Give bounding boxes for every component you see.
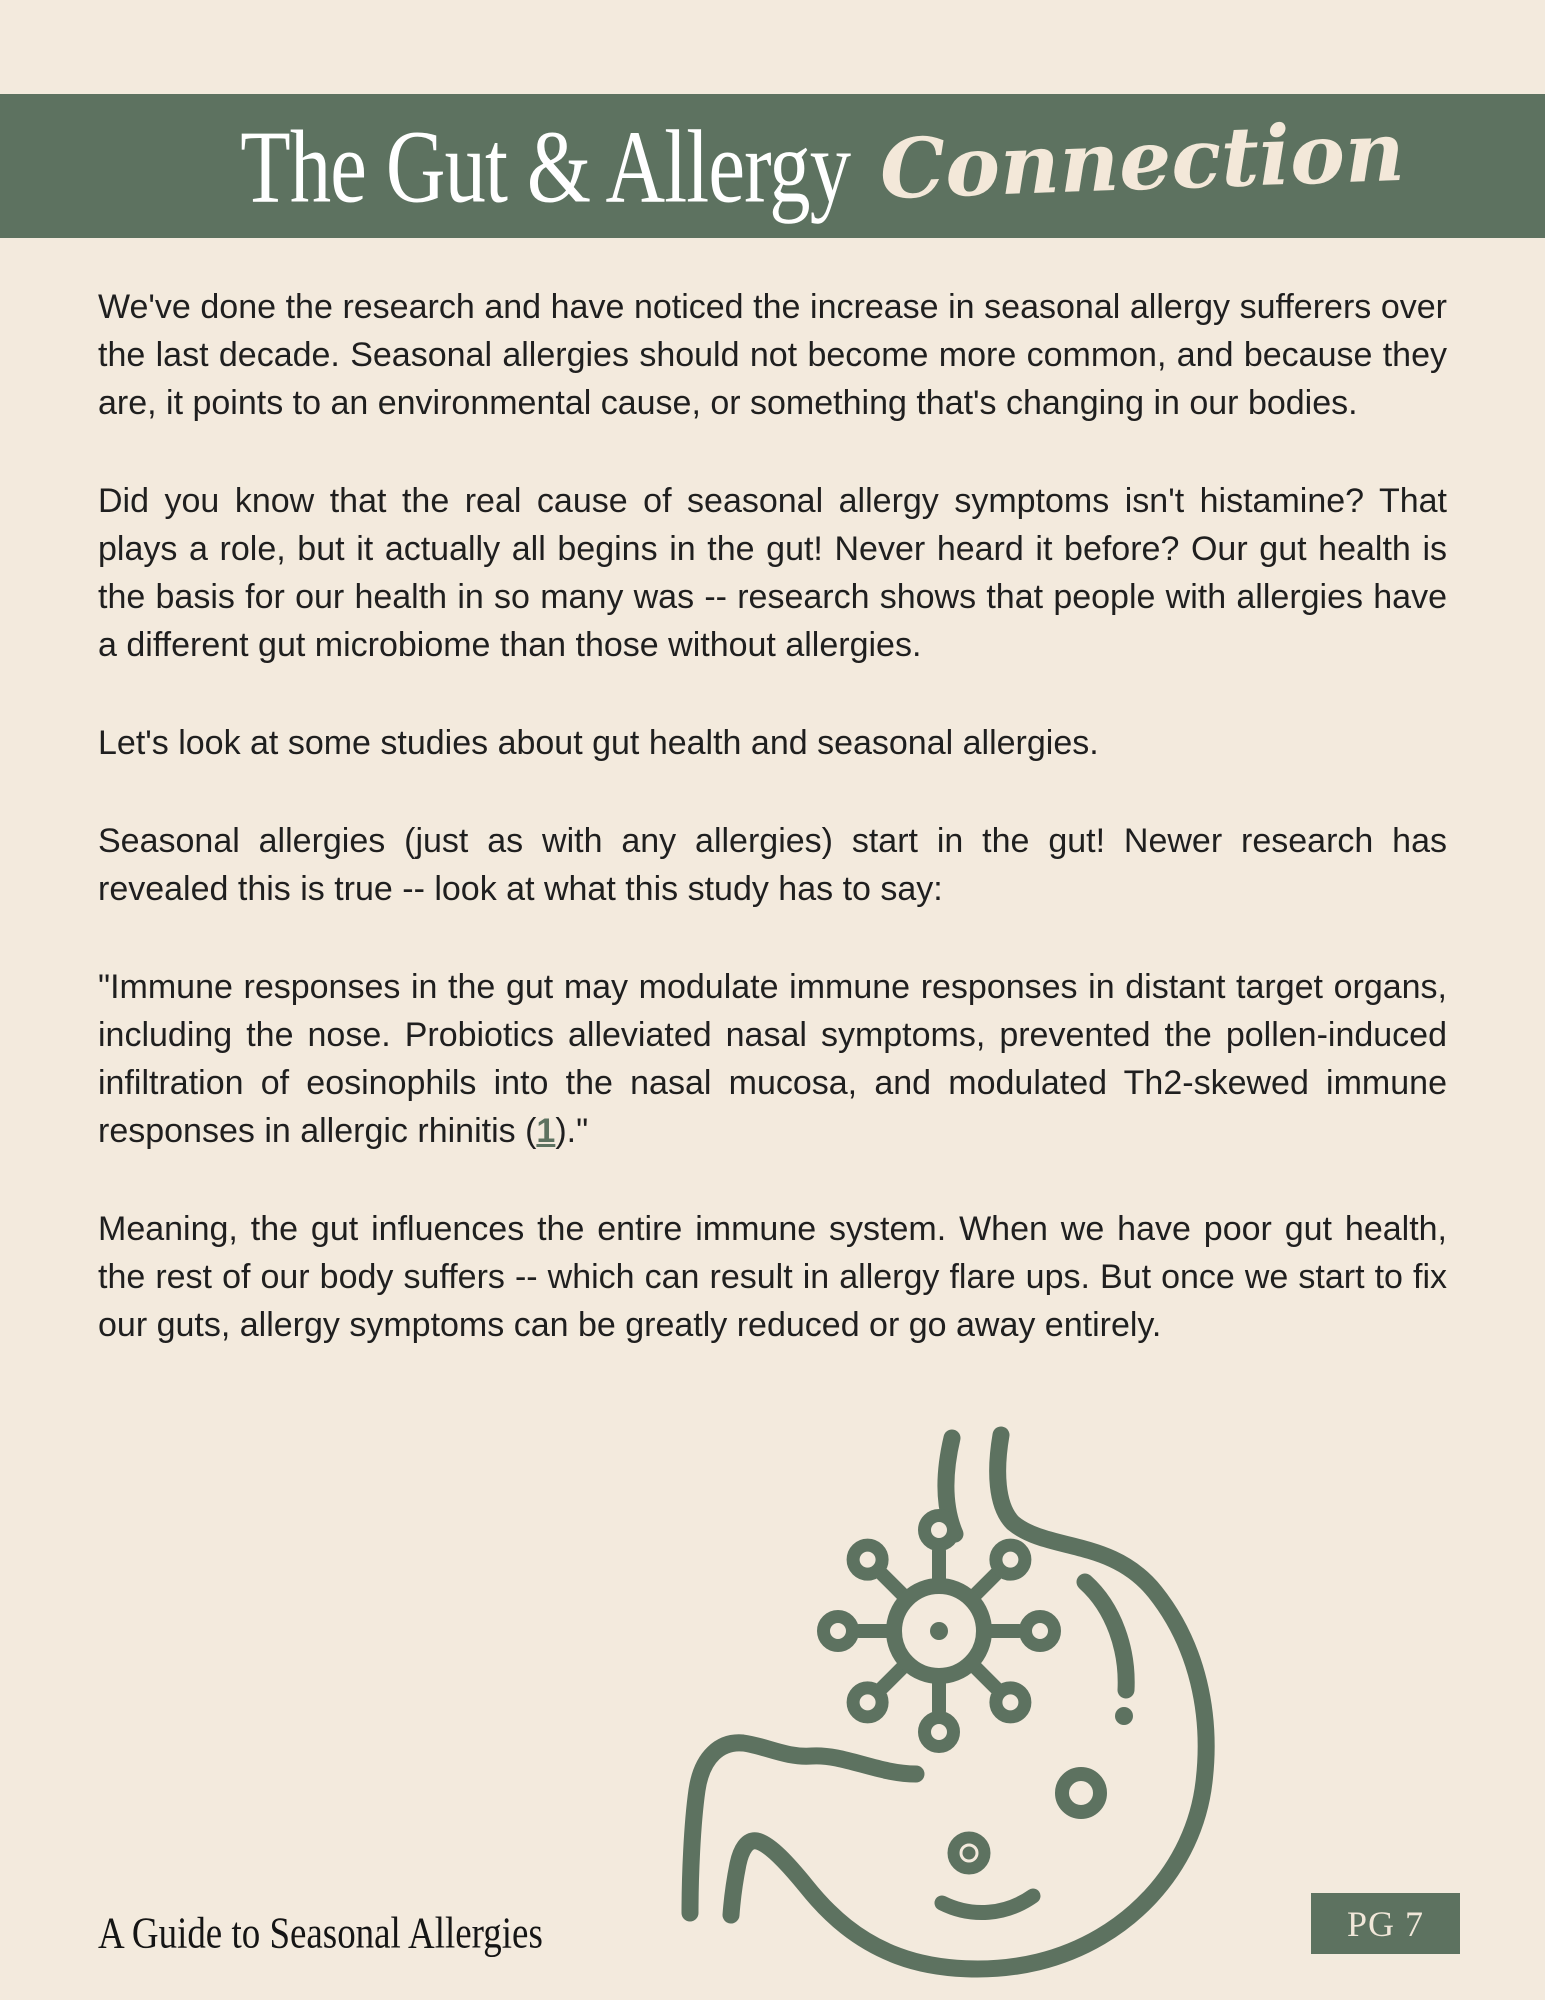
speck-circle-dot	[963, 1847, 976, 1860]
page-number-label: PG 7	[1346, 1903, 1425, 1944]
quote-text-before: "Immune responses in the gut may modulate immune responses in distant target organs, including the nose. Probiotics alleviated nasal symptoms, prevented the pollen-induced infiltration of eosinophils into the nasal mucosa, and modulated Th2-skewed immune responses in allergic rhinitis (	[98, 968, 1447, 1150]
speck-ring	[1062, 1774, 1100, 1812]
paragraph-intro: We've done the research and have noticed the increase in seasonal allergy sufferers over the last decade. Seasonal allergies should not become more common, and because they are, it points to an environmental cause, or something that's changing in our bodies.	[98, 288, 1447, 422]
body-text	[98, 283, 1447, 1399]
quote-text-after: )."	[555, 1112, 589, 1150]
footer-book-title: A Guide to Seasonal Allergies	[98, 1909, 543, 1959]
probiotic-microbe-icon	[824, 1516, 1055, 1747]
paragraph-study-quote	[98, 963, 1447, 1155]
stomach-microbiome-illustration	[500, 1400, 1250, 2000]
speck-dot	[1115, 1707, 1133, 1725]
page-header-banner	[0, 94, 1545, 238]
paragraph-start-in-gut: Seasonal allergies (just as with any allergies) start in the gut! Newer research has revealed this is true -- look at what this study has to say:	[98, 822, 1447, 908]
paragraph-studies-intro: Let's look at some studies about gut health and seasonal allergies.	[98, 724, 1099, 762]
paragraph-histamine: Did you know that the real cause of seasonal allergy symptoms isn't histamine? That plays a role, but it actually all begins in the gut! Never heard it before? Our gut health is the basis for our health in so many was -- research shows that people with allergies have a different gut microbiome than those without allergies.	[98, 482, 1447, 664]
paragraph-meaning: Meaning, the gut influences the entire immune system. When we have poor gut health, the rest of our body suffers -- which can result in allergy flare ups. But once we start to fix our guts, allergy symptoms can be greatly reduced or go away entirely.	[98, 1210, 1447, 1344]
reference-1-link[interactable]: 1	[536, 1112, 556, 1150]
page-title-script: Connection	[878, 103, 1406, 219]
page-number-badge	[1311, 1893, 1460, 1954]
page-title-main: The Gut & Allergy	[239, 108, 850, 224]
